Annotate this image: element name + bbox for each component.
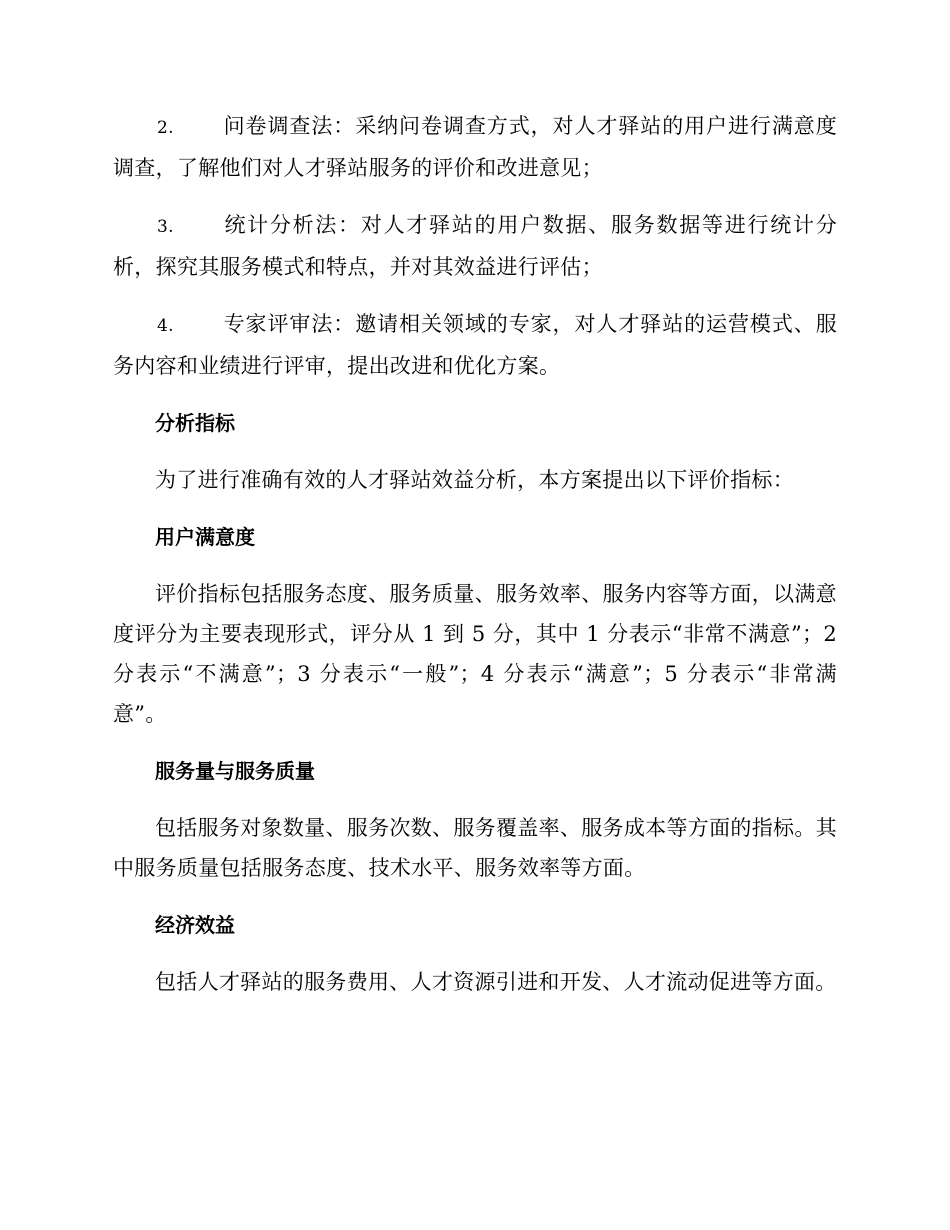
heading-indicators: 分析指标 [155, 411, 235, 435]
heading-economic-benefit: 经济效益 [155, 913, 235, 937]
economic-paragraph: 包括人才驿站的服务费用、人才资源引进和开发、人才流动促进等方面。 [155, 970, 837, 994]
document-page [113, 106, 837, 1019]
method-item-3 [113, 205, 837, 287]
heading-user-satisfaction: 用户满意度 [155, 525, 255, 549]
intro-paragraph: 为了进行准确有效的人才驿站效益分析，本方案提出以下评价指标： [155, 468, 794, 492]
satisfaction-paragraph: 评价指标包括服务态度、服务质量、服务效率、服务内容等方面，以满意度评分为主要表现形式，评分从 1 到 5 分，其中 1 分表示“非常不满意”；2 分表示“不满意”；3 分表示“一般”；4 分表示“满意”；5 分表示“非常满意”。 [113, 582, 837, 726]
item-text: 专家评审法：邀请相关领域的专家，对人才驿站的运营模式、服务内容和业绩进行评审，提出改进和优化方案。 [113, 312, 837, 378]
item-text: 问卷调查法：采纳问卷调查方式，对人才驿站的用户进行满意度调查，了解他们对人才驿站服务的评价和改进意见； [113, 114, 837, 180]
item-number: 2. [157, 118, 174, 138]
service-paragraph: 包括服务对象数量、服务次数、服务覆盖率、服务成本等方面的指标。其中服务质量包括服务态度、技术水平、服务效率等方面。 [113, 816, 837, 880]
method-item-2 [113, 106, 837, 188]
method-item-4 [113, 304, 837, 386]
item-number: 4. [157, 316, 174, 336]
item-text: 统计分析法：对人才驿站的用户数据、服务数据等进行统计分析，探究其服务模式和特点，并对其效益进行评估； [113, 213, 837, 279]
item-number: 3. [157, 217, 174, 237]
heading-service-quality: 服务量与服务质量 [155, 759, 315, 783]
